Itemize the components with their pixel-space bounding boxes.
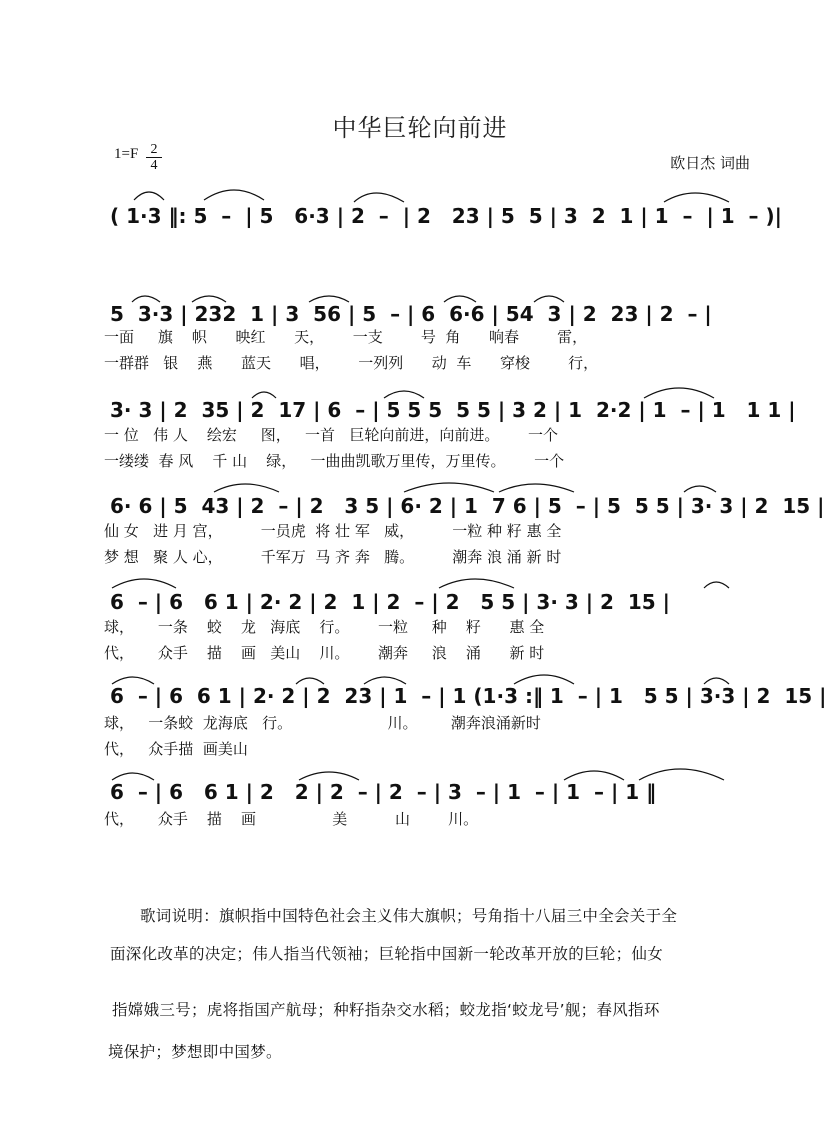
system-4-lyric-verse-1: 仙 女 进 月 宫， 一员虎 将 壮 军 威， 一粒 种 籽 惠 全 bbox=[104, 522, 562, 540]
system-5-lyric-verse-1: 球， 一条 蛟 龙 海底 行。 一粒 种 籽 惠 全 bbox=[104, 618, 545, 636]
score-system-7 bbox=[104, 776, 764, 836]
key-signature: 1=F bbox=[114, 146, 139, 162]
system-5-notes: 6 – | 6 6 1 | 2· 2 | 2 1 | 2 – | 2 5 5 | 3· 3 | 2 15 | bbox=[110, 590, 670, 614]
system-7-notes: 6 – | 6 6 1 | 2 2 | 2 – | 2 – | 3 – | 1 – | 1 – | 1 ‖ bbox=[110, 780, 657, 804]
explanation-line-4: 境保护；梦想即中国梦。 bbox=[108, 1043, 282, 1061]
explanation-line-3: 指嫦娥三号；虎将指国产航母；种籽指杂交水稻；蛟龙指‘蛟龙号’舰；春风指环 bbox=[112, 1001, 660, 1019]
system-3-lyric-verse-2: 一缕缕 春 风 千 山 绿， 一曲曲凯歌万里传，万里传。 一个 bbox=[104, 452, 565, 470]
score-system-5 bbox=[104, 586, 764, 666]
system-6-lyric-verse-2: 代， 众手描 画美山 bbox=[104, 740, 248, 758]
time-signature bbox=[146, 142, 162, 173]
composer-credit: 欧日杰 词曲 bbox=[670, 154, 750, 172]
explanation-line-2: 面深化改革的决定；伟人指当代领袖；巨轮指中国新一轮改革开放的巨轮；仙女 bbox=[110, 945, 664, 963]
score-system-4 bbox=[104, 490, 825, 570]
system-6-lyric-verse-1: 球， 一条蛟 龙海底 行。 川。 潮奔浪涌新时 bbox=[104, 714, 541, 732]
system-4-notes: 6· 6 | 5 43 | 2 – | 2 3 5 | 6· 2 | 1 7 6 | 5 – | 5 5 5 | 3· 3 | 2 15 | bbox=[110, 494, 825, 518]
system-7-lyric-verse-1: 代， 众手 描 画 美 山 川。 bbox=[104, 810, 479, 828]
system-3-lyric-verse-1: 一 位 伟 人 绘宏 图， 一首 巨轮向前进，向前进。 一个 bbox=[104, 426, 558, 444]
score-system-3 bbox=[104, 394, 796, 474]
song-title: 中华巨轮向前进 bbox=[332, 114, 508, 142]
system-3-notes: 3· 3 | 2 35 | 2 17 | 6 – | 5 5 5 5 5 | 3 2 | 1 2·2 | 1 – | 1 1 1 | bbox=[110, 398, 796, 422]
score-system-6 bbox=[104, 680, 827, 760]
system-2-lyric-verse-2: 一群群 银 燕 蓝天 唱， 一列列 动 车 穿梭 行， bbox=[104, 354, 599, 372]
explanation-line-1: 歌词说明：旗帜指中国特色社会主义伟大旗帜；号角指十八届三中全会关于全 bbox=[140, 907, 678, 925]
score-system-2 bbox=[104, 298, 764, 378]
system-5-lyric-verse-2: 代， 众手 描 画 美山 川。 潮奔 浪 涌 新 时 bbox=[104, 644, 545, 662]
system-6-notes: 6 – | 6 6 1 | 2· 2 | 2 23 | 1 – | 1 (1·3 :‖ 1 – | 1 5 5 | 3·3 | 2 15 | bbox=[110, 684, 827, 708]
score-system-1 bbox=[104, 198, 782, 238]
system-1-notes: ( 1·3 ‖: 5 – | 5 6·3 | 2 – | 2 23 | 5 5 | 3 2 1 | 1 – | 1 – )| bbox=[110, 204, 782, 228]
system-4-lyric-verse-2: 梦 想 聚 人 心， 千军万 马 齐 奔 腾。 潮奔 浪 涌 新 时 bbox=[104, 548, 562, 566]
system-2-lyric-verse-1: 一面 旗 帜 映红 天， 一支 号 角 响春 雷， bbox=[104, 328, 588, 346]
time-signature-numerator: 2 bbox=[150, 142, 158, 157]
lyrics-explanation bbox=[108, 900, 768, 1060]
system-2-notes: 5 3·3 | 232 1 | 3 56 | 5 – | 6 6·6 | 54 3 | 2 23 | 2 – | bbox=[110, 302, 712, 326]
time-signature-denominator: 4 bbox=[146, 157, 162, 173]
